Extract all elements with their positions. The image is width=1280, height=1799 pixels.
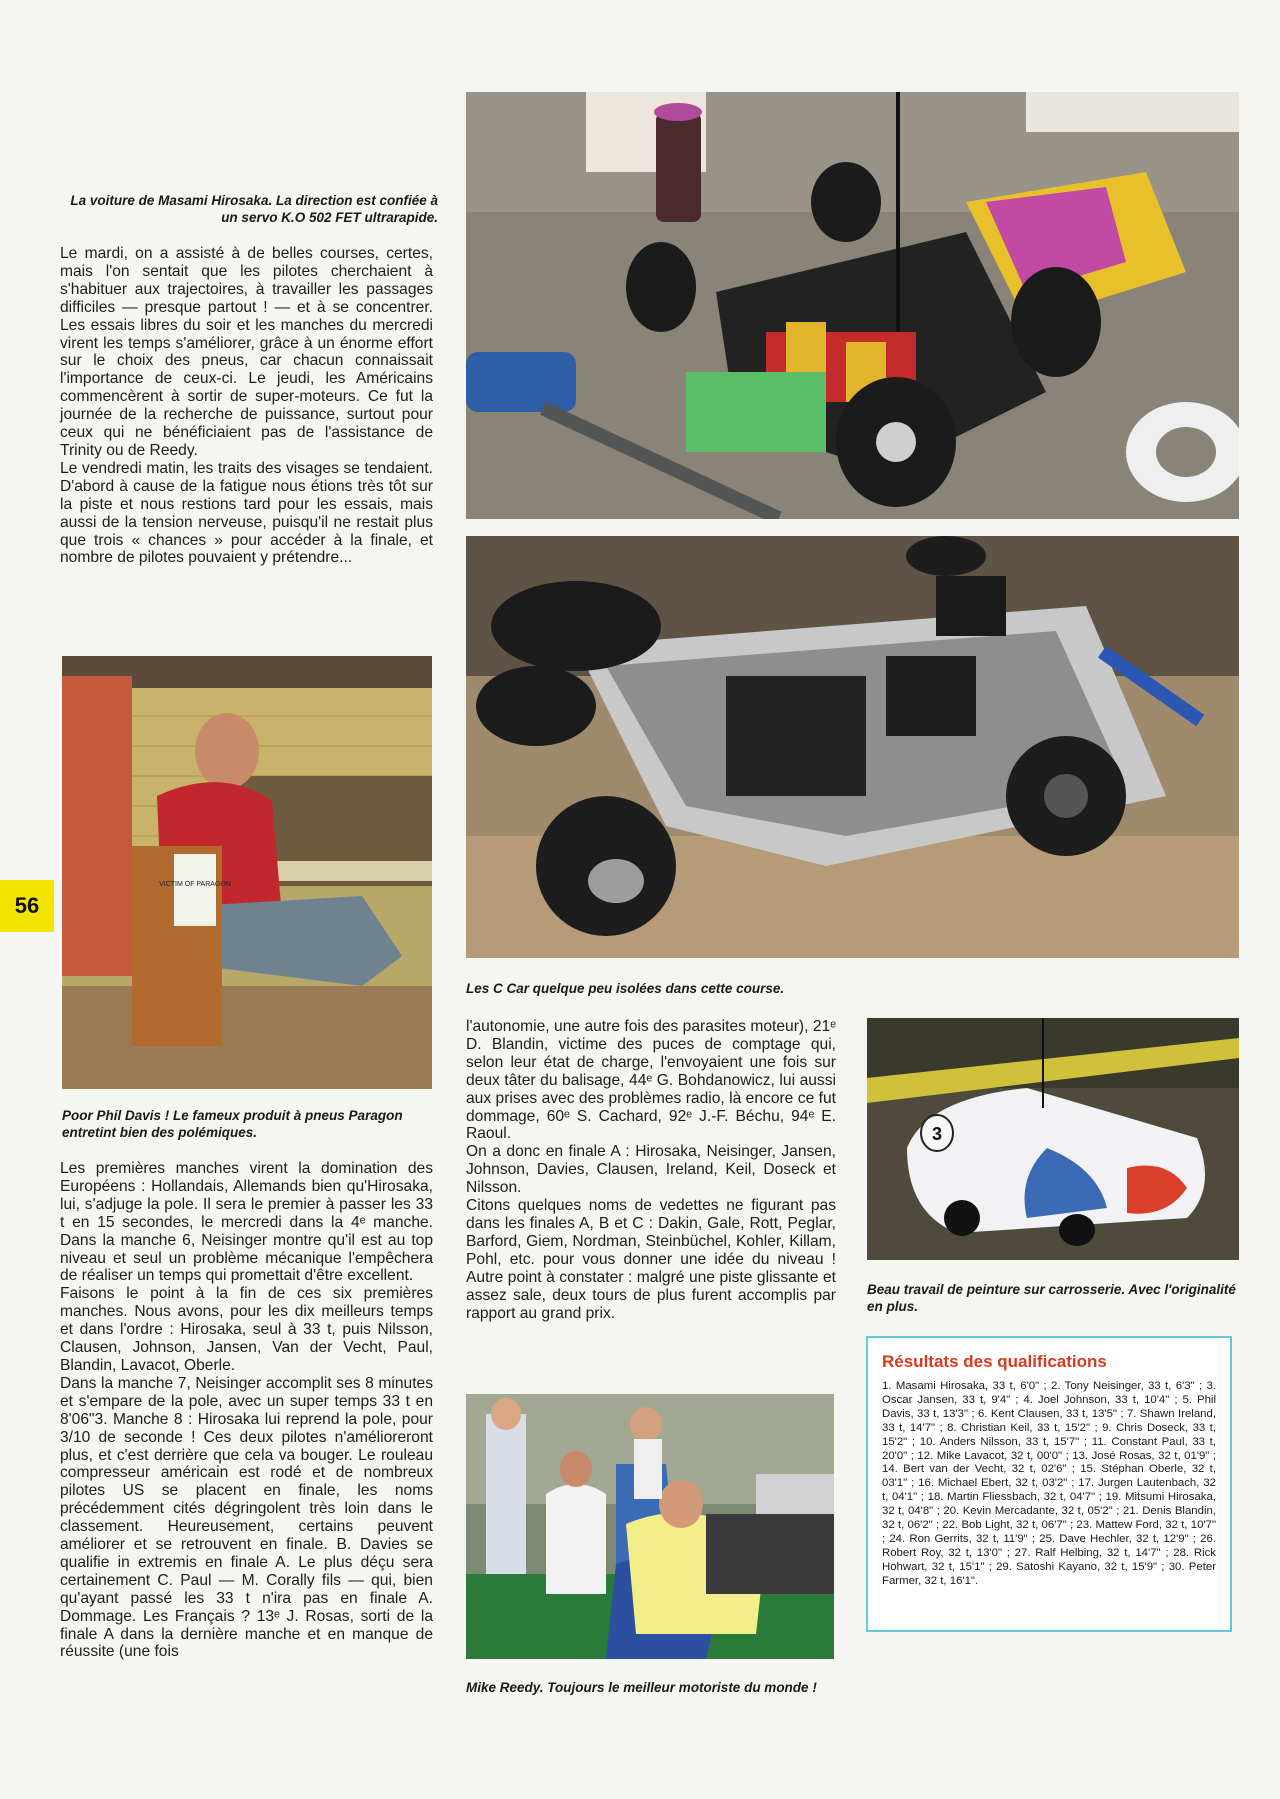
paragraph: On a donc en finale A : Hirosaka, Neisinger, Jansen, Johnson, Davies, Clausen, Ireland, Keil, Doseck et Nilsson.: [466, 1143, 836, 1197]
paragraph: Faisons le point à la fin de ces six premières manches. Nous avons, pour les dix meilleurs temps et dans l'ordre : Hirosaka, seul à 33 t, puis Nilsson, Clausen, Johnson, Jansen, Van der Vecht, Paul, Blandin, Lavacot, Oberle.: [60, 1285, 433, 1374]
paragraph: Dans la manche 7, Neisinger accomplit ses 8 minutes et s'empare de la pole, avec un super temps 33 t en 8'06"3. Manche 8 : Hirosaka lui reprend la pole, pour 3/10 de seconde ! Ces deux pilotes n'amélioreront plus, et c'est derrière que cela va bouger. Le rouleau compresseur américain est rodé et de nombreux pilotes US se placent en finale, les noms précédemment cités dégringolent très loin dans le classement. Heureusement, certains peuvent améliorer et se retrouvent en finale. B. Davies se qualifie in extremis en finale A. Le plus déçu sera certainement C. Paul — M. Corally fils — qui, bien qu'ayant passé les 33 t n'ira pas en finale A. Dommage. Les Français ? 13ᵉ J. Rosas, sorti de la finale A dans la dernière manche et en manque de réussite (une fois: [60, 1374, 433, 1661]
caption-mike-reedy: Mike Reedy. Toujours le meilleur motoriste du monde !: [466, 1680, 817, 1695]
photo-c-car: [466, 536, 1239, 958]
article-col1-bottom: [60, 1160, 433, 1661]
body-number: 3: [931, 1124, 943, 1144]
caption-body-paint: Beau travail de peinture sur carrosserie. Avec l'originalité en plus.: [867, 1282, 1236, 1314]
caption-hirosaka-car: La voiture de Masami Hirosaka. La direction est confiée à un servo K.O 502 FET ultrarapide.: [70, 193, 438, 225]
photo-phil-davis: [62, 656, 432, 1089]
photo-painted-body: [867, 1018, 1239, 1260]
victim-sign: VICTIM OF PARAGON: [159, 881, 231, 888]
photo-mike-reedy: [466, 1394, 834, 1659]
caption-c-car: Les C Car quelque peu isolées dans cette course.: [466, 981, 785, 996]
article-col2: [466, 1018, 836, 1322]
paragraph: Le mardi, on a assisté à de belles courses, certes, mais l'on sentait que les pilotes cherchaient à s'habituer aux trajectoires, à travailler les passages difficiles — presque partout ! — et à se concentrer. Les essais libres du soir et les manches du mercredi virent les temps s'améliorer, grâce à un énorme effort sur le choix des pneus, car chacun connaissait l'importance de ceux-ci. Le jeudi, les Américains commencèrent à sortir de super-moteurs. Ce fut la journée de la recherche de puissance, surtout pour ceux qui ne bénéficiaient pas de l'assistance de Trinity ou de Reedy.: [60, 245, 433, 459]
results-text: 1. Masami Hirosaka, 33 t, 6'0" ; 2. Tony Neisinger, 33 t, 6'3" ; 3. Oscar Jansen, 33 t, 9'4" ; 4. Joel Johnson, 33 t, 10'4" ; 5. Phil Davis, 33 t, 13'3" ; 6. Kent Clausen, 33 t, 13'5" ; 7. Shawn Ireland, 33 t, 14'7" ; 8. Christian Keil, 33 t, 15'2" ; 9. Chris Doseck, 33 t, 15'2" ; 10. Anders Nilsson, 33 t, 15'7" ; 11. Constant Paul, 33 t, 20'0" ; 12. Mike Lavacot, 32 t, 00'0" ; 13. José Rosas, 32 t, 01'9" ; 14. Bert van der Vecht, 32 t, 02'6" ; 15. Stéphan Oberle, 32 t, 03'1" ; 16. Michael Ebert, 32 t, 03'2" ; 17. Jurgen Lautenbach, 32 t, 04'1" ; 18. Martin Fliessbach, 32 t, 04'7" ; 19. Mitsumi Hirosaka, 32 t, 04'8" ; 20. Kevin Mercadante, 32 t, 05'2" ; 21. Denis Blandin, 32 t, 06'2" ; 22. Bob Light, 32 t, 06'7" ; 23. Mattew Ford, 32 t, 10'7" ; 24. Ron Gerrits, 32 t, 11'9" ; 25. Dave Hechler, 32 t, 12'9" ; 26. Robert Roy, 32 t, 13'0" ; 27. Ralf Helbing, 32 t, 14'7" ; 28. Rick Hohwart, 32 t, 15'1" ; 29. Satoshi Kayano, 32 t, 15'9" ; 30. Peter Farmer, 32 t, 16'1".: [882, 1380, 1216, 1587]
paragraph: Citons quelques noms de vedettes ne figurant pas dans les finales A, B et C : Dakin, Gale, Rott, Peglar, Barford, Giem, Nordman, Steinbüchel, Kohler, Killam, Pohl, etc. pour vous donner une idée du niveau ! Autre point à constater : malgré une piste glissante et assez sale, deux tours de plus furent accomplis par rapport au grand prix.: [466, 1197, 836, 1322]
results-title: Résultats des qualifications: [882, 1352, 1107, 1371]
article-col1-top: [60, 245, 433, 567]
results-box: [866, 1336, 1232, 1632]
photo-hirosaka-car: [466, 92, 1239, 519]
paragraph: l'autonomie, une autre fois des parasites moteur), 21ᵉ D. Blandin, victime des puces de comptage qui, selon leur état de charge, l'envoyaient une fois sur deux tâter du balisage, 44ᵉ G. Bohdanowicz, lui aussi aux prises avec des problèmes radio, là encore ce fut dommage, 60ᵉ S. Cachard, 92ᵉ J.-F. Béchu, 94ᵉ E. Raoul.: [466, 1018, 836, 1143]
paragraph: Le vendredi matin, les traits des visages se tendaient. D'abord à cause de la fatigue nous étions très tôt sur la piste et nous restions tard pour les essais, mais aussi de la tension nerveuse, puisqu'il ne restait plus que trois « chances » pour accéder à la finale, et nombre de pilotes pouvaient y prétendre...: [60, 459, 433, 567]
page-number: 56: [0, 880, 54, 932]
paragraph: Les premières manches virent la domination des Européens : Hollandais, Allemands bien qu'Hirosaka, lui, s'adjuge la pole. Il sera le premier à passer les 33 t en 15 secondes, le mercredi dans la 4ᵉ manche. Dans la manche 6, Neisinger montre qu'il est au top niveau et seul un problème mécanique l'empêchera de réaliser un temps qui promettait d'être excellent.: [60, 1160, 433, 1285]
caption-phil-davis: Poor Phil Davis ! Le fameux produit à pneus Paragon entretint bien des polémiques.: [62, 1108, 403, 1140]
